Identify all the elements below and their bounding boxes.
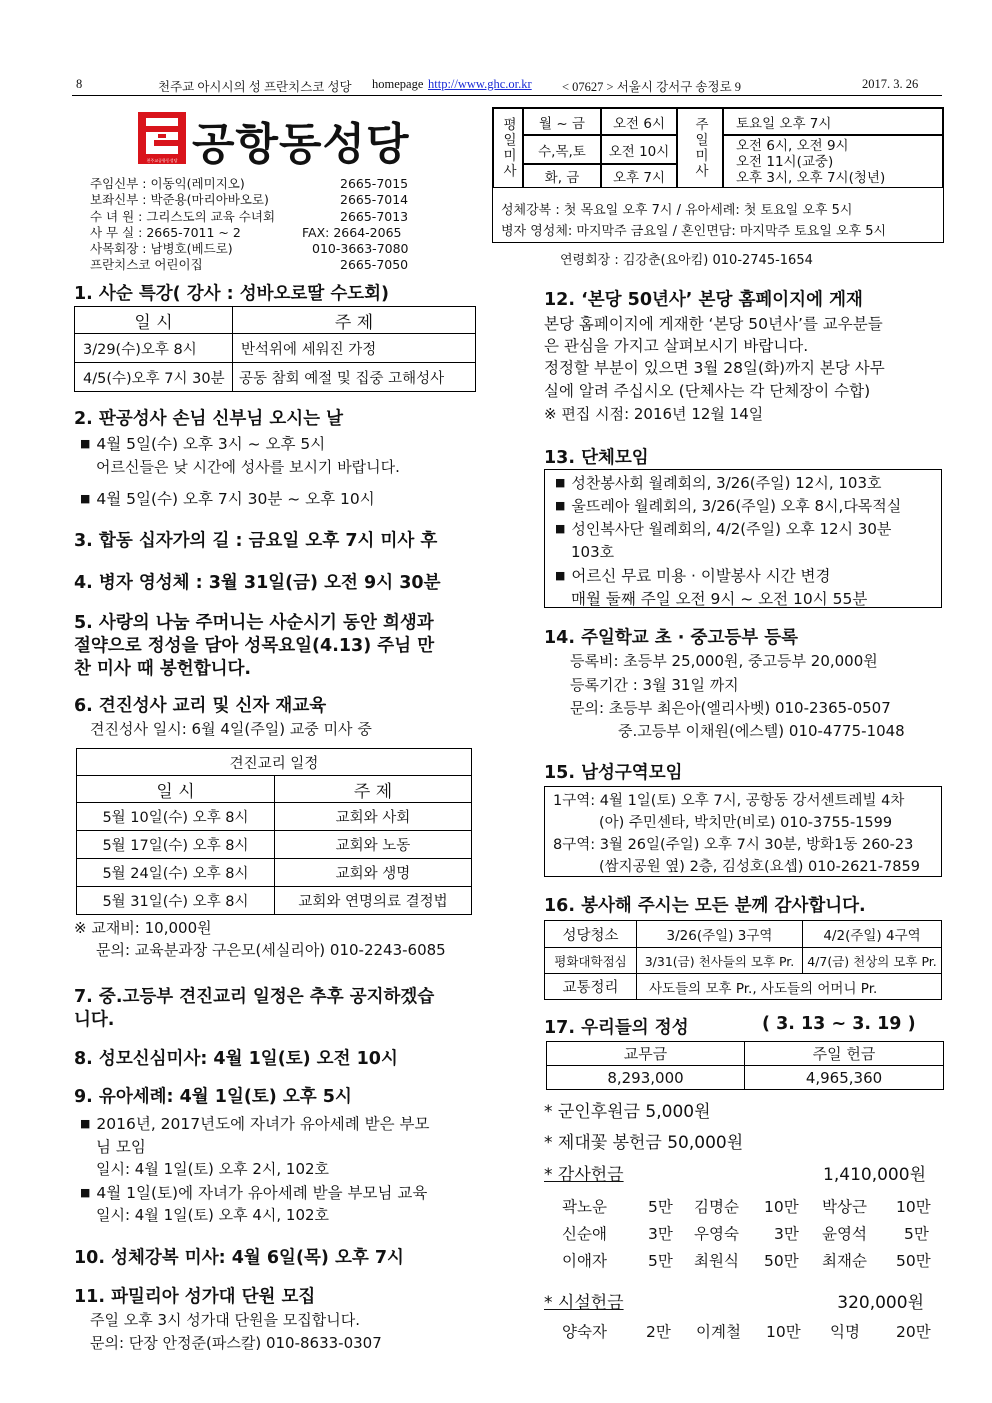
paragraph-line: 본당 홈페이지에 게재한 ‘본당 50년사’를 교우분들 <box>544 315 883 333</box>
donor-name: 우영숙 <box>694 1225 739 1243</box>
table-header: 일 시 <box>77 776 275 803</box>
donor-row <box>562 1248 934 1275</box>
registration-inquiry: 문의: 초등부 최은아(엘리사벳) 010-2365-0507 <box>570 699 891 717</box>
logo-title: 공항동성당 <box>192 119 410 170</box>
section-4-title: 4. 병자 영성체 : 3월 31일(금) 오전 9시 30분 <box>74 573 441 593</box>
inquiry: 문의: 교육분과장 구은모(세실리아) 010-2243-6085 <box>96 941 446 959</box>
table-cell: 반석위에 세워진 가정 <box>233 334 476 363</box>
table-cell: 교회와 생명 <box>275 859 472 887</box>
section-15-title: 15. 남성구역모임 <box>544 763 683 783</box>
donor-name: 곽노운 <box>562 1198 607 1216</box>
table-cell: 3/26(주일) 3구역 <box>637 921 803 948</box>
paragraph-line: 실에 알려 주십시오 (단체사는 각 단체장이 수합) <box>544 382 871 400</box>
paragraph-line: 정정할 부분이 있으면 3월 28일(화)까지 본당 사무 <box>544 359 885 377</box>
offering-period: ( 3. 13 ~ 3. 19 ) <box>762 1014 916 1034</box>
offering-note: * 제대꽃 봉헌금 50,000원 <box>544 1133 744 1153</box>
list-item: ■ 4월 5일(수) 오후 7시 30분 ~ 오후 10시 <box>80 487 375 509</box>
weekday-day: 월 ~ 금 <box>523 108 601 135</box>
donor-name: 익명 <box>830 1323 860 1341</box>
offering-note: * 군인후원금 5,000원 <box>544 1102 711 1122</box>
homepage-label: homepage <box>372 77 424 91</box>
donor-amount: 10만 <box>764 1198 799 1216</box>
list-item: ■ 성찬봉사회 월례회의, 3/26(주일) 12시, 103호 <box>555 472 882 493</box>
staff-phone: 010-3663-7080 <box>312 241 409 257</box>
mass-note: 성체강복 : 첫 목요일 오후 7시 / 유아세례: 첫 토요일 오후 5시 <box>501 203 853 218</box>
staff-phone: 2665-7015 <box>340 176 409 191</box>
donor-name: 최재순 <box>822 1252 867 1270</box>
staff-list <box>90 176 420 274</box>
donor-name: 최원식 <box>694 1252 739 1270</box>
staff-row <box>90 225 420 241</box>
list-item-detail: 일시: 4월 1일(토) 오후 4시, 102호 <box>96 1206 330 1224</box>
sunday-time: 오전 11시(교중) <box>736 153 834 170</box>
facility-offering-row <box>544 1288 924 1312</box>
sunday-mass-label-text: 주일미사 <box>692 117 708 179</box>
donor-amount: 10만 <box>766 1323 801 1341</box>
section-17-title: 17. 우리들의 정성 <box>544 1018 689 1038</box>
donor-name: 김명순 <box>694 1198 739 1216</box>
district-line: (쌈지공원 옆) 2층, 김성호(요셉) 010-2621-7859 <box>599 859 920 875</box>
donor-row <box>562 1194 934 1221</box>
table-cell: 교회와 사회 <box>275 803 472 831</box>
staff-phone: 2665-7014 <box>340 192 409 208</box>
table-header: 주일 헌금 <box>745 1042 944 1066</box>
list-item: ■ 4월 5일(수) 오후 3시 ~ 오후 5시 <box>80 432 325 454</box>
district-line: 1구역: 4월 1일(토) 오후 7시, 공항동 강서센트레빌 4차 <box>553 793 905 809</box>
thanks-offering-amount: 1,410,000원 <box>823 1165 926 1185</box>
table-cell: 5월 31일(수) 오후 8시 <box>77 887 275 915</box>
section-3-title: 3. 합동 십자가의 길 : 금요일 오후 7시 미사 후 <box>74 531 438 551</box>
staff-phone: 2665-7013 <box>340 208 409 224</box>
section-5-line: 5. 사랑의 나눔 주머니는 사순시기 동안 희생과 <box>74 613 434 633</box>
donor-amount: 50만 <box>896 1252 931 1270</box>
group-meetings-box <box>544 469 942 608</box>
donor-amount: 5만 <box>648 1252 673 1270</box>
table-cell: 5월 10일(수) 오후 8시 <box>77 803 275 831</box>
donor-amount: 3만 <box>774 1225 799 1243</box>
confirmation-date: 견진성사 일시: 6월 4일(주일) 교중 미사 중 <box>90 720 372 738</box>
table-cell: 5월 17일(수) 오후 8시 <box>77 831 275 859</box>
confirmation-schedule-table <box>76 748 472 915</box>
staff-role: 사 무 실 : 2665-7011 ~ 2 <box>90 224 241 240</box>
paragraph-line: 은 관심을 가지고 살펴보시기 바랍니다. <box>544 337 809 355</box>
donor-name: 양숙자 <box>562 1323 607 1341</box>
choir-text: 주일 오후 3시 성가대 단원을 모집합니다. <box>90 1311 360 1329</box>
section-6-title: 6. 견진성사 교리 및 신자 재교육 <box>74 696 327 716</box>
list-item-continued: 103호 <box>571 543 615 561</box>
donor-name: 박상근 <box>822 1198 867 1216</box>
registration-fee: 등록비: 초등부 25,000원, 중고등부 20,000원 <box>570 652 878 670</box>
section-12-title: 12. ‘본당 50년사’ 본당 홈페이지에 게재 <box>544 290 863 310</box>
section-5-line: 찬 미사 때 봉헌합니다. <box>74 659 252 679</box>
donor-amount: 50만 <box>764 1252 799 1270</box>
facility-offering-label: * 시설헌금 <box>544 1293 624 1313</box>
section-2-title: 2. 판공성사 손님 신부님 오시는 날 <box>74 409 344 429</box>
donor-amount: 2만 <box>646 1323 671 1341</box>
table-cell: 4/7(금) 천상의 모후 Pr. <box>803 948 942 974</box>
facility-offering-amount: 320,000원 <box>837 1293 924 1313</box>
table-header: 주 제 <box>275 776 472 803</box>
staff-row <box>90 209 420 225</box>
section-14-title: 14. 주일학교 초 · 중고등부 등록 <box>544 628 799 648</box>
table-cell: 4/5(수)오후 7시 30분 <box>75 363 233 392</box>
table-header: 일 시 <box>75 307 233 334</box>
table-cell: 5월 24일(수) 오후 8시 <box>77 859 275 887</box>
registration-period: 등록기간 : 3월 31일 까지 <box>570 676 739 694</box>
edit-note: ※ 편집 시점: 2016년 12월 14일 <box>544 405 764 423</box>
weekday-time: 오전 6시 <box>601 108 677 135</box>
section-7-line: 니다. <box>74 1010 115 1030</box>
donor-row <box>562 1221 934 1248</box>
table-cell: 4,965,360 <box>745 1066 944 1090</box>
staff-row <box>90 176 420 192</box>
weekday-time: 오후 7시 <box>601 164 677 188</box>
page-header <box>72 76 942 96</box>
section-16-title: 16. 봉사해 주시는 모든 분께 감사합니다. <box>544 896 866 916</box>
table-cell: 3/29(수)오후 8시 <box>75 334 233 363</box>
weekday-day: 화, 금 <box>523 164 601 188</box>
address: < 07627 > 서울시 강서구 송정로 9 <box>562 80 742 94</box>
mass-note: 병자 영성체: 마지막주 금요일 / 혼인면담: 마지막주 토요일 오후 5시 <box>501 224 887 239</box>
section-13-title: 13. 단체모임 <box>544 448 649 468</box>
donor-name: 이계철 <box>696 1323 741 1341</box>
thanks-donors <box>562 1194 934 1275</box>
weekday-time: 오전 10시 <box>601 135 677 164</box>
textbook-fee: ※ 교재비: 10,000원 <box>74 919 212 937</box>
table-cell: 교회와 연명의료 결정법 <box>275 887 472 915</box>
table-cell: 8,293,000 <box>547 1066 745 1090</box>
section-11-title: 11. 파밀리아 성가대 단원 모집 <box>74 1287 316 1307</box>
sunday-time: 오전 6시, 오전 9시 <box>736 137 849 154</box>
sunday-times <box>723 135 943 188</box>
table-cell: 4/2(주일) 4구역 <box>803 921 942 948</box>
staff-role: 주임신부 : 이동익(레미지오) <box>90 176 245 191</box>
sunday-time: 오후 3시, 오후 7시(청년) <box>736 169 886 186</box>
weekday-mass-label-text: 평일미사 <box>500 117 516 179</box>
parish-name: 천주교 아시시의 성 프란치스코 성당 <box>158 80 352 94</box>
page-number: 8 <box>76 77 83 91</box>
parish-logo <box>138 108 428 168</box>
table-header: 교무금 <box>547 1042 745 1066</box>
staff-phone: FAX: 2664-2065 <box>302 224 402 240</box>
district-meetings-box <box>544 786 942 877</box>
donor-amount: 20만 <box>896 1323 931 1341</box>
donor-amount: 5만 <box>648 1198 673 1216</box>
table-cell: 교회와 노동 <box>275 831 472 859</box>
funeral-contact: 연령회장 : 김강춘(요아킴) 010-2745-1654 <box>560 253 813 268</box>
section-7-line: 7. 중.고등부 견진교리 일정은 추후 공지하겠습 <box>74 987 435 1007</box>
staff-role: 보좌신부 : 박준용(마리아바오로) <box>90 192 269 208</box>
donor-name: 신순애 <box>562 1225 607 1243</box>
table-header: 주 제 <box>233 307 476 334</box>
table-cell: 평화대학점심 <box>545 948 637 974</box>
lenten-lecture-table <box>74 306 476 392</box>
donor-name: 윤영석 <box>822 1225 867 1243</box>
staff-role: 프란치스코 어린이집 <box>90 257 203 273</box>
staff-role: 수 녀 원 : 그리스도의 교육 수녀회 <box>90 208 276 224</box>
table-cell: 사도들의 모후 Pr., 사도들의 어머니 Pr. <box>637 974 942 1000</box>
weekday-day: 수,목,토 <box>523 135 601 164</box>
issue-date: 2017. 3. 26 <box>862 77 919 91</box>
list-item-continued: 매월 둘째 주일 오전 9시 ~ 오전 10시 55분 <box>571 590 868 608</box>
registration-inquiry: 중.고등부 이채원(에스텔) 010-4775-1048 <box>618 722 905 740</box>
table-cell: 성당청소 <box>545 921 637 948</box>
staff-phone: 2665-7050 <box>340 257 409 273</box>
table-cell: 교통정리 <box>545 974 637 1000</box>
donor-name: 이애자 <box>562 1252 607 1270</box>
offering-table <box>546 1041 944 1090</box>
table-title: 견진교리 일정 <box>77 749 472 776</box>
table-cell: 공동 참회 예절 및 집중 고해성사 <box>233 363 476 392</box>
table-cell: 3/31(금) 천사들의 모후 Pr. <box>637 948 803 974</box>
emblem-caption: 천주교공항동성당 <box>146 158 178 163</box>
mass-schedule <box>492 107 944 243</box>
district-line: 8구역: 3월 26일(주일) 오후 7시 30분, 방화1동 260-23 <box>553 837 914 853</box>
list-item-detail: 일시: 4월 1일(토) 오후 2시, 102호 <box>96 1160 330 1178</box>
thanks-offering-label: * 감사헌금 <box>544 1165 624 1185</box>
weekday-mass-label <box>493 108 523 188</box>
list-item: ■ 2016년, 2017년도에 자녀가 유아세례 받은 부모 <box>80 1112 429 1134</box>
staff-row <box>90 257 420 273</box>
parish-emblem-icon <box>138 112 186 164</box>
donor-amount: 10만 <box>896 1198 931 1216</box>
list-item-detail: 어르신들은 낮 시간에 성사를 보시기 바랍니다. <box>96 458 400 476</box>
thanks-offering-row <box>544 1160 926 1184</box>
section-10-title: 10. 성체강복 미사: 4월 6일(목) 오후 7시 <box>74 1248 404 1268</box>
list-item: ■ 울뜨레아 월례회의, 3/26(주일) 오후 8시,다목적실 <box>555 495 901 516</box>
list-item: ■ 어르신 무료 미용 · 이발봉사 시간 변경 <box>555 564 831 586</box>
staff-row <box>90 192 420 208</box>
volunteer-table <box>544 920 942 1000</box>
section-5-line: 절약으로 정성을 담아 성목요일(4.13) 주님 만 <box>74 636 435 656</box>
staff-role: 사목회장 : 남병호(베드로) <box>90 241 233 257</box>
facility-donors <box>562 1320 934 1347</box>
section-8-title: 8. 성모신심미사: 4월 1일(토) 오전 10시 <box>74 1049 398 1069</box>
section-1-title: 1. 사순 특강( 강사 : 성바오로딸 수도회) <box>74 284 390 304</box>
list-item: ■ 성인복사단 월례회의, 4/2(주일) 오후 12시 30분 <box>555 518 891 539</box>
sunday-mass-label <box>677 108 723 188</box>
homepage-link[interactable]: http://www.ghc.or.kr <box>428 77 532 91</box>
list-item-continued: 님 모임 <box>96 1138 146 1156</box>
sunday-time: 토요일 오후 7시 <box>723 108 943 135</box>
district-line: (아) 주민센타, 박치만(비로) 010-3755-1599 <box>599 815 893 831</box>
choir-inquiry: 문의: 단장 안정준(파스칼) 010-8633-0307 <box>90 1334 382 1352</box>
donor-amount: 3만 <box>648 1225 673 1243</box>
section-9-title: 9. 유아세례: 4월 1일(토) 오후 5시 <box>74 1087 352 1107</box>
donor-amount: 5만 <box>904 1225 929 1243</box>
staff-row <box>90 241 420 257</box>
list-item: ■ 4월 1일(토)에 자녀가 유아세례 받을 부모님 교육 <box>80 1181 427 1203</box>
